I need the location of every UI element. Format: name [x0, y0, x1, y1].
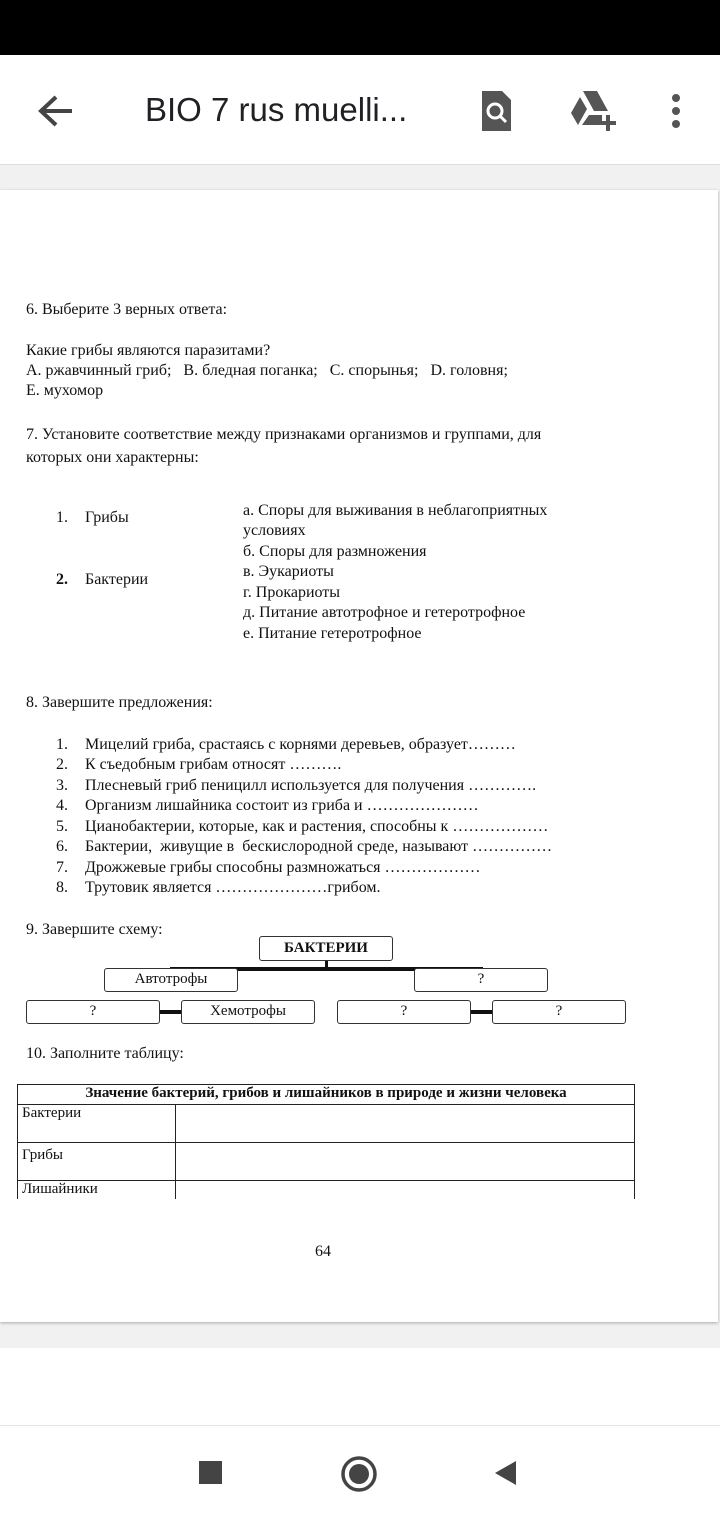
q6-options-2: E. мухомор — [26, 382, 104, 399]
list-num: 5. — [56, 818, 68, 835]
navigation-bar — [0, 1425, 720, 1520]
list-item: Плесневый гриб пеницилл используется для получения …………. — [85, 777, 537, 794]
list-item: Дрожжевые грибы способны размножаться ……………… — [85, 859, 481, 876]
q6-heading: 6. Выберите 3 верных ответа: — [26, 301, 228, 318]
search-document-icon[interactable] — [478, 89, 514, 133]
feature-item: а. Споры для выживания в неблагоприятных — [243, 502, 548, 519]
feature-item: г. Прокариоты — [243, 584, 341, 601]
more-options-icon[interactable] — [668, 93, 684, 129]
q9-heading: 9. Завершите схему: — [26, 921, 163, 938]
app-bar — [0, 55, 720, 165]
feature-item: д. Питание автотрофное и гетеротрофное — [243, 604, 526, 621]
scheme-ll: ? — [26, 1000, 160, 1024]
page-number: 64 — [315, 1243, 331, 1260]
list-num: 6. — [56, 838, 68, 855]
status-bar — [0, 0, 720, 55]
row-label: Бактерии — [18, 1105, 176, 1143]
scheme-right: ? — [414, 968, 548, 992]
add-to-drive-icon[interactable] — [568, 89, 618, 131]
back-triangle-icon[interactable] — [493, 1460, 517, 1486]
list-item: Мицелий гриба, срастаясь с корнями деревьев, образует……… — [85, 736, 516, 753]
list-item: Трутовик является …………………грибом. — [85, 879, 381, 896]
q6-options: A. ржавчинный гриб; B. бледная поганка; C. спорынья; D. головня; — [26, 362, 508, 379]
q8-heading: 8. Завершите предложения: — [26, 694, 213, 711]
scheme-left: Автотрофы — [104, 968, 238, 992]
table-row — [18, 1105, 635, 1143]
home-circle-icon[interactable] — [340, 1455, 378, 1493]
scheme-rr: ? — [492, 1000, 626, 1024]
q7-heading: 7. Установите соответствие между признаками организмов и группами, для — [26, 426, 542, 443]
table-row — [18, 1181, 635, 1199]
feature-item: б. Споры для размножения — [243, 543, 427, 560]
answer-cell[interactable] — [176, 1181, 635, 1199]
list-item: Цианобактерии, которые, как и растения, способны к ……………… — [85, 818, 549, 835]
feature-item: е. Питание гетеротрофное — [243, 625, 422, 642]
list-num: 2. — [56, 756, 68, 773]
scheme-root: БАКТЕРИИ — [259, 936, 393, 961]
document-page — [0, 190, 718, 1322]
q10-heading: 10. Заполните таблицу: — [26, 1045, 184, 1062]
q7-heading-2: которых они характерны: — [26, 449, 199, 466]
list-num: 4. — [56, 797, 68, 814]
row-label: Грибы — [18, 1143, 176, 1181]
significance-table — [17, 1084, 635, 1199]
next-page-area — [0, 1348, 720, 1425]
group-label: Грибы — [85, 509, 129, 526]
list-item: К съедобным грибам относят ………. — [85, 756, 342, 773]
list-num: 1. — [56, 736, 68, 753]
list-num: 3. — [56, 777, 68, 794]
group-num: 2. — [56, 571, 68, 588]
list-item: Бактерии, живущие в бескислородной среде, называют …………… — [85, 838, 553, 855]
recents-square-icon[interactable] — [199, 1461, 222, 1484]
group-label: Бактерии — [85, 571, 149, 588]
answer-cell[interactable] — [176, 1105, 635, 1143]
answer-cell[interactable] — [176, 1143, 635, 1181]
table-header: Значение бактерий, грибов и лишайников в природе и жизни человека — [18, 1085, 635, 1105]
q6-question: Какие грибы являются паразитами? — [26, 342, 271, 359]
row-label: Лишайники — [18, 1181, 176, 1199]
scheme-rl: ? — [337, 1000, 471, 1024]
list-num: 8. — [56, 879, 68, 896]
document-title: BIO 7 rus muelli... — [145, 91, 408, 128]
scheme-lr: Хемотрофы — [181, 1000, 315, 1024]
table-row — [18, 1143, 635, 1181]
feature-item: в. Эукариоты — [243, 563, 334, 580]
group-num: 1. — [56, 509, 68, 526]
list-item: Организм лишайника состоит из гриба и ………………… — [85, 797, 479, 814]
back-arrow-icon[interactable] — [36, 93, 76, 129]
feature-item: условиях — [243, 522, 306, 539]
list-num: 7. — [56, 859, 68, 876]
